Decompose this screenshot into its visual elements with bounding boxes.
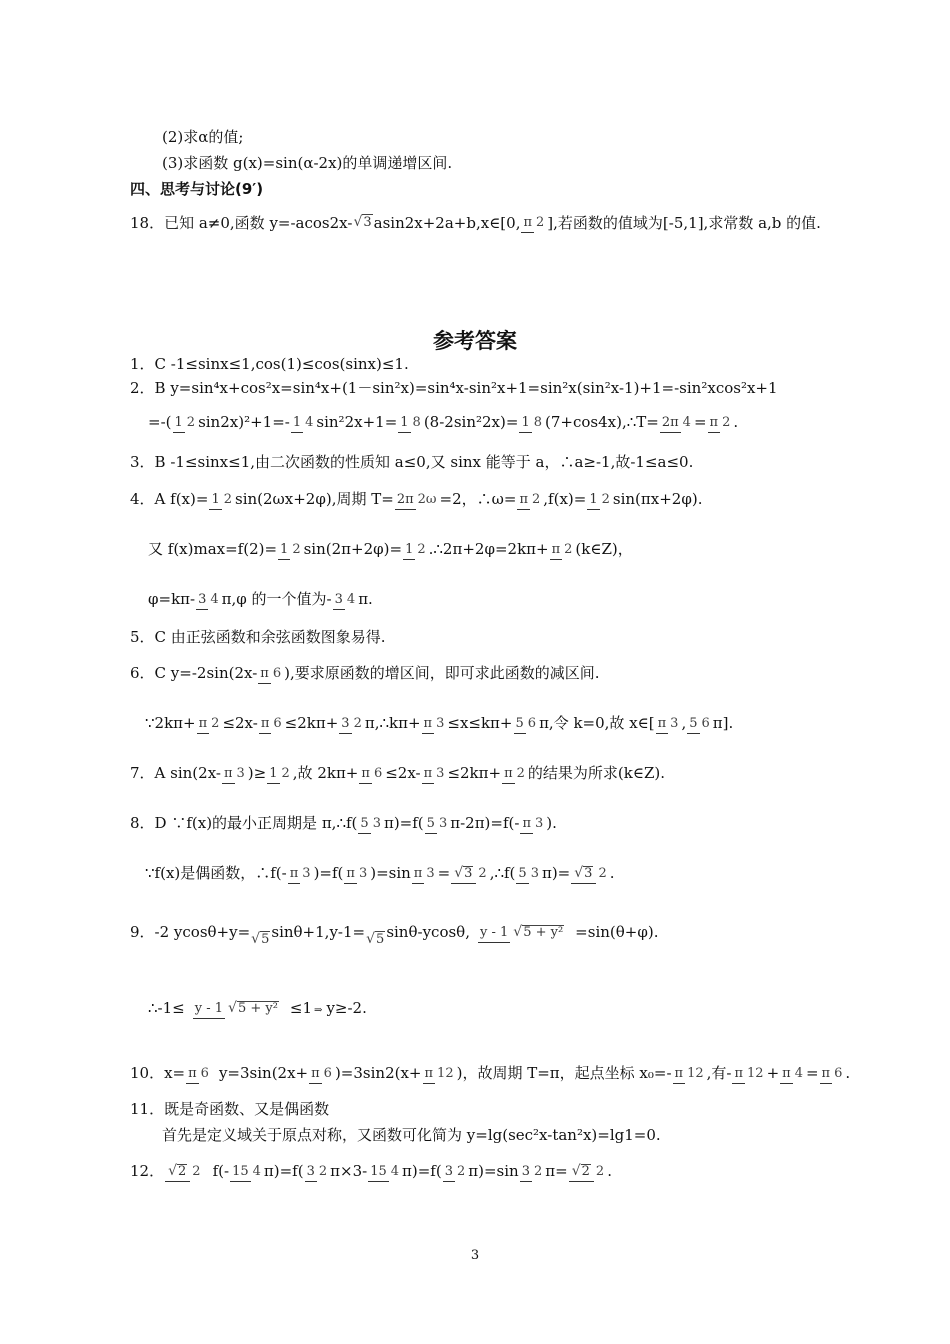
text: )≥ xyxy=(247,764,267,782)
text: ,f(x)= xyxy=(543,490,587,508)
implies-arrow: ⇒ xyxy=(314,1005,323,1016)
sqrt-5: √5 xyxy=(251,930,270,947)
fraction: π 3 xyxy=(412,867,437,880)
text: )=f( xyxy=(313,864,344,882)
text: )，故周期 T=π，起点坐标 x₀=- xyxy=(456,1064,672,1082)
fraction: 1 4 xyxy=(291,416,316,429)
answer-7 xyxy=(130,752,665,794)
text: 4．A f(x)= xyxy=(130,490,209,508)
fraction: 5 3 xyxy=(358,817,383,830)
text: ≤2x- xyxy=(385,764,421,782)
text: ≤2x- xyxy=(222,714,258,732)
text: sin(2π+2φ)= xyxy=(303,540,403,558)
text: π,令 k=0,故 x∈ xyxy=(539,714,649,732)
answer-11-text: 11．既是奇函数、又是偶函数 xyxy=(130,1100,330,1118)
section-4-heading xyxy=(130,180,263,198)
text: . xyxy=(609,864,615,882)
text: ,故 2kπ+ xyxy=(292,764,359,782)
answer-8-line-2 xyxy=(145,852,615,894)
fraction: 1 8 xyxy=(398,416,423,429)
text: π,φ 的一个值为- xyxy=(221,590,332,608)
fraction: 3 2 xyxy=(339,717,364,730)
text: ,∴f( xyxy=(489,864,516,882)
text: ,有- xyxy=(706,1064,732,1082)
answer-3 xyxy=(130,453,693,471)
fraction: 3 4 xyxy=(196,593,221,606)
text: π)=f( xyxy=(383,814,424,832)
text: sin2x)²+1=- xyxy=(198,413,290,431)
fraction: π 6 xyxy=(309,1067,334,1080)
text: ≤1 xyxy=(289,999,313,1017)
text: + xyxy=(766,1064,780,1082)
fraction: π 3 xyxy=(422,767,447,780)
fraction: π 2 xyxy=(517,493,542,506)
q18-text-b: asin2x+2a+b,x∈[0, xyxy=(373,213,521,232)
answer-4-line-3 xyxy=(148,578,373,620)
text: π= xyxy=(545,1162,568,1180)
fraction: π 6 xyxy=(359,767,384,780)
text: φ=kπ- xyxy=(148,590,196,608)
section-4-text: 四、思考与讨论(9′) xyxy=(130,180,264,198)
fraction: 1 2 xyxy=(403,543,428,556)
text: π. xyxy=(358,590,373,608)
fraction: π 6 xyxy=(186,1067,211,1080)
text: )=3sin2(x+ xyxy=(334,1064,422,1082)
answer-9-line-2 xyxy=(148,984,367,1032)
text: ). xyxy=(546,814,557,832)
text: π,∴kπ+ xyxy=(364,714,421,732)
text: π)=sin xyxy=(468,1162,519,1180)
answer-5 xyxy=(130,628,386,646)
answer-10 xyxy=(130,1052,850,1094)
fraction: 3 2 xyxy=(443,1165,468,1178)
text: ∴-1≤ xyxy=(148,999,185,1017)
text: =-( xyxy=(148,413,172,431)
answer-3-text: 3．B -1≤sinx≤1,由二次函数的性质知 a≤0,又 sinx 能等于 a，∴a≥-1,故-1≤a≤0. xyxy=(130,453,694,471)
text: π]. xyxy=(712,714,734,732)
text: ∵f(x)是偶函数，∴f(- xyxy=(145,864,287,882)
text: (8-2sin²2x)= xyxy=(423,413,519,431)
fraction-sqrt: √ 2 2 xyxy=(165,1164,202,1178)
sqrt-5: √5 xyxy=(366,930,385,947)
text: y≥-2. xyxy=(326,999,367,1017)
fraction: π 3 xyxy=(222,767,247,780)
fraction: 5 3 xyxy=(516,867,541,880)
fraction: 15 4 xyxy=(368,1165,401,1178)
text: 的结果为所求(k∈Z). xyxy=(527,764,665,782)
text: (7+cos4x),∴T= xyxy=(545,413,659,431)
text: 9．-2 ycosθ+y= xyxy=(130,923,251,941)
answer-4-line-2 xyxy=(148,528,633,570)
answer-11-line-2 xyxy=(162,1126,661,1144)
text: f(- xyxy=(212,1162,230,1180)
text: = xyxy=(693,413,707,431)
fraction: π 3 xyxy=(422,717,447,730)
text: = xyxy=(805,1064,819,1082)
fraction: 2π 4 xyxy=(660,416,693,429)
text: ),要求原函数的增区间，即可求此函数的减区间. xyxy=(284,664,600,682)
text: . xyxy=(607,1162,612,1180)
text: y=3sin(2x+ xyxy=(218,1064,309,1082)
text: ≤x≤kπ+ xyxy=(447,714,513,732)
fraction: 1 2 xyxy=(209,493,234,506)
answer-2-text: 2．B y=sin⁴x+cos²x=sin⁴x+(1－sin²x)=sin⁴x-sin²x+1=sin²x(sin²x-1)+1=-sin²xcos²x+1 xyxy=(130,379,778,397)
fraction: 1 2 xyxy=(173,416,198,429)
fraction: π 12 xyxy=(673,1067,706,1080)
question-2-text: (2)求α的值; xyxy=(162,128,244,146)
fraction: π 6 xyxy=(820,1067,845,1080)
fraction-pi-over-2: π 2 xyxy=(521,216,546,229)
answer-5-text: 5．C 由正弦函数和余弦函数图象易得. xyxy=(130,628,386,646)
fraction: 5 6 xyxy=(514,717,539,730)
question-3-text: (3)求函数 g(x)=sin(α-2x)的单调递增区间. xyxy=(162,154,453,172)
fraction-y-minus-1: y - 1 √ 5 + y² xyxy=(478,925,567,939)
text: π)=f( xyxy=(402,1162,442,1180)
question-3-line xyxy=(162,154,452,172)
fraction-y-minus-1: y - 1 √ 5 + y² xyxy=(193,1001,282,1015)
fraction: π 12 xyxy=(423,1067,456,1080)
text: sinθ-ycosθ, xyxy=(386,923,470,941)
answer-12 xyxy=(130,1150,612,1192)
fraction: π 3 xyxy=(288,867,313,880)
question-18-line xyxy=(130,213,821,232)
fraction: π 12 xyxy=(732,1067,765,1080)
fraction: π 2 xyxy=(502,767,527,780)
fraction-sqrt: √ 2 2 xyxy=(569,1164,606,1178)
text: . xyxy=(845,1064,851,1082)
text: 6．C y=-2sin(2x- xyxy=(130,664,258,682)
sqrt-2: √ 2 xyxy=(168,1162,187,1179)
text: , xyxy=(681,714,687,732)
text: sin(2ωx+2φ),周期 T= xyxy=(235,490,394,508)
text: sinθ+1,y-1= xyxy=(271,923,366,941)
text: .∴2π+2φ=2kπ+ xyxy=(428,540,549,558)
sqrt-2: √ 2 xyxy=(571,1162,590,1179)
fraction: π 2 xyxy=(708,416,733,429)
text: 又 f(x)max=f(2)= xyxy=(148,540,278,558)
fraction: π 2 xyxy=(550,543,575,556)
question-2-line xyxy=(162,128,243,146)
text: =2，∴ω= xyxy=(439,490,517,508)
fraction: π 6 xyxy=(259,717,284,730)
text: )=sin xyxy=(370,864,411,882)
fraction: 1 8 xyxy=(519,416,544,429)
answer-9 xyxy=(130,908,658,956)
answer-4 xyxy=(130,478,702,520)
fraction-sqrt: √ 3 2 xyxy=(451,866,488,880)
text: 12． xyxy=(130,1162,165,1180)
text: sin²2x+1= xyxy=(316,413,398,431)
text: π)= xyxy=(541,864,571,882)
text: π)=f( xyxy=(263,1162,304,1180)
fraction: 3 2 xyxy=(520,1165,545,1178)
fraction: π 3 xyxy=(344,867,369,880)
text: π-2π)=f(- xyxy=(450,814,520,832)
answer-2-continued xyxy=(148,402,738,442)
fraction: 5 6 xyxy=(687,717,712,730)
text: π×3- xyxy=(330,1162,368,1180)
sqrt-3: √3 xyxy=(353,214,372,230)
fraction: 1 2 xyxy=(587,493,612,506)
fraction: 3 2 xyxy=(305,1165,330,1178)
q18-text-a: 18．已知 a≠0,函数 y=-acos2x- xyxy=(130,213,353,232)
text: 8．D ∵f(x)的最小正周期是 π,∴f( xyxy=(130,814,358,832)
answer-1-text: 1．C -1≤sinx≤1,cos(1)≤cos(sinx)≤1. xyxy=(130,355,409,373)
text: (k∈Z)， xyxy=(575,540,633,558)
sqrt-3: √ 3 xyxy=(454,864,473,881)
answer-11 xyxy=(130,1100,329,1118)
answers-title: 参考答案 xyxy=(433,329,517,353)
fraction: 15 4 xyxy=(230,1165,263,1178)
fraction: π 4 xyxy=(780,1067,805,1080)
fraction: 3 4 xyxy=(333,593,358,606)
text: = xyxy=(437,864,451,882)
page-number: 3 xyxy=(470,1248,480,1263)
text: ∵2kπ+ xyxy=(145,714,196,732)
fraction: 1 2 xyxy=(278,543,303,556)
fraction-sqrt: √ 3 2 xyxy=(571,866,608,880)
answer-1 xyxy=(130,355,409,373)
answer-6 xyxy=(130,653,599,693)
answer-11-explanation: 首先是定义域关于原点对称，又函数可化简为 y=lg(sec²x-tan²x)=lg1=0. xyxy=(162,1126,661,1144)
fraction: π 6 xyxy=(258,667,283,680)
q18-text-c: ],若函数的值域为[-5,1],求常数 a,b 的值. xyxy=(547,213,821,232)
answer-2 xyxy=(130,379,778,397)
fraction: 1 2 xyxy=(267,767,292,780)
text: [ xyxy=(648,714,655,732)
text: . xyxy=(733,413,739,431)
fraction: π 3 xyxy=(656,717,681,730)
text: 7．A sin(2x- xyxy=(130,764,221,782)
text: sin(πx+2φ). xyxy=(612,490,703,508)
fraction: π 2 xyxy=(197,717,222,730)
answer-6-line-2 xyxy=(145,702,733,744)
fraction: π 3 xyxy=(520,817,545,830)
text: 10．x= xyxy=(130,1064,186,1082)
fraction: 2π 2ω xyxy=(395,493,439,506)
fraction: 5 3 xyxy=(425,817,450,830)
answer-8 xyxy=(130,802,557,844)
text: =sin(θ+φ). xyxy=(575,923,659,941)
text: ≤2kπ+ xyxy=(284,714,339,732)
sqrt-3: √ 3 xyxy=(574,864,593,881)
text: ≤2kπ+ xyxy=(447,764,502,782)
